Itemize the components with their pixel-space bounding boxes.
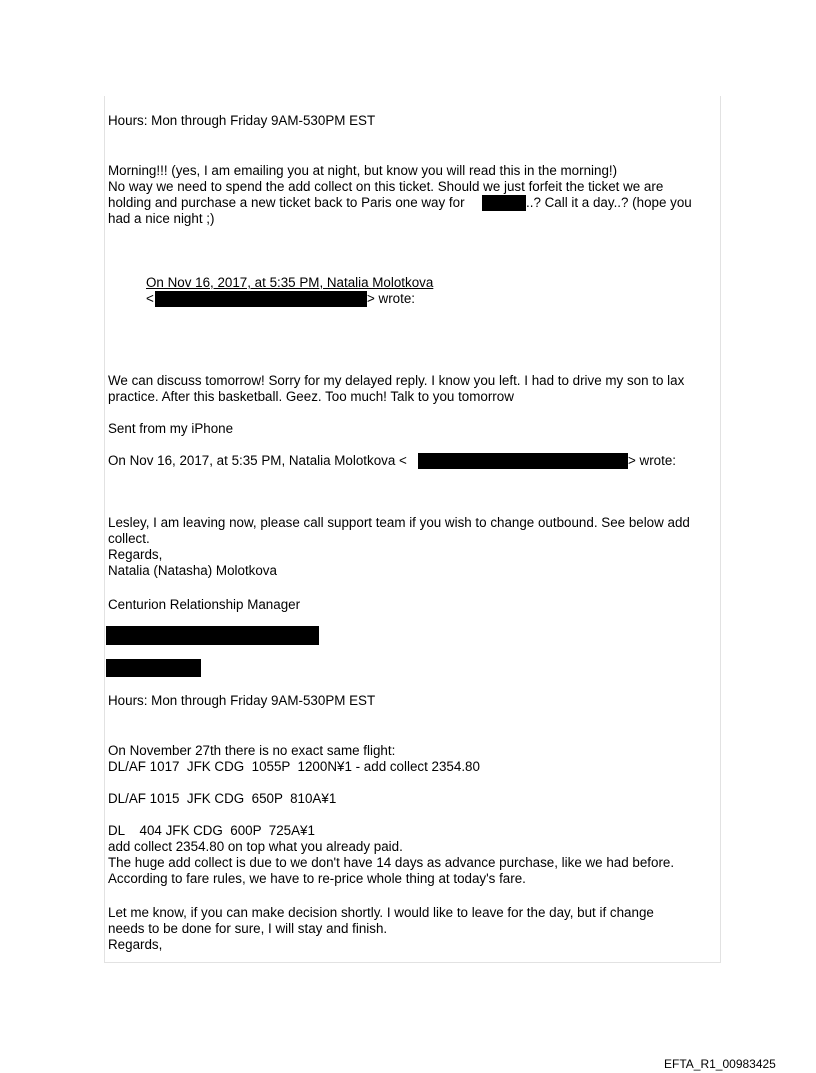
add-collect-line: add collect 2354.80 on top what you already paid. bbox=[108, 839, 403, 854]
reply1-line4: had a nice night ;) bbox=[108, 211, 215, 226]
redaction-block bbox=[482, 195, 526, 211]
redaction-block bbox=[418, 453, 628, 469]
redaction-block bbox=[155, 291, 367, 307]
flight-intro: On November 27th there is no exact same flight: bbox=[108, 743, 396, 758]
reply1-line3a: holding and purchase a new ticket back to Paris one way for bbox=[108, 195, 465, 210]
reply1-line1: Morning!!! (yes, I am emailing you at night, but know you will read this in the morning!) bbox=[108, 163, 618, 178]
original-line2: collect. bbox=[108, 531, 150, 546]
huge-add-collect-line: The huge add collect is due to we don't have 14 days as advance purchase, like we had before. bbox=[108, 855, 675, 870]
flight-option-1: DL/AF 1017 JFK CDG 1055P 1200N¥1 - add collect 2354.80 bbox=[108, 759, 480, 774]
redaction-block bbox=[106, 659, 201, 677]
flight-option-2: DL/AF 1015 JFK CDG 650P 810A¥1 bbox=[108, 791, 337, 806]
quote1-header: On Nov 16, 2017, at 5:35 PM, Natalia Molotkova bbox=[146, 275, 434, 290]
reply2-line1: We can discuss tomorrow! Sorry for my delayed reply. I know you left. I had to drive my son to lax bbox=[108, 373, 685, 388]
flight-option-3: DL 404 JFK CDG 600P 725A¥1 bbox=[108, 823, 315, 838]
document-id: EFTA_R1_00983425 bbox=[664, 1057, 776, 1071]
let-me-know-line1: Let me know, if you can make decision shortly. I would like to leave for the day, but if change bbox=[108, 905, 654, 920]
sender-title: Centurion Relationship Manager bbox=[108, 597, 301, 612]
quote1-open-bracket: < bbox=[146, 291, 154, 306]
original-regards: Regards, bbox=[108, 547, 163, 562]
quote2-wrote: > wrote: bbox=[628, 453, 677, 468]
sender-name: Natalia (Natasha) Molotkova bbox=[108, 563, 277, 578]
original-hours: Hours: Mon through Friday 9AM-530PM EST bbox=[108, 693, 376, 708]
let-me-know-line2: needs to be done for sure, I will stay and finish. bbox=[108, 921, 388, 936]
hours-line: Hours: Mon through Friday 9AM-530PM EST bbox=[108, 113, 376, 128]
reply1-line3b: ..? Call it a day..? (hope you bbox=[526, 195, 692, 210]
redaction-block bbox=[106, 626, 319, 645]
sent-from: Sent from my iPhone bbox=[108, 421, 234, 436]
original-line1: Lesley, I am leaving now, please call support team if you wish to change outbound. See below add bbox=[108, 515, 690, 530]
quote2-header: On Nov 16, 2017, at 5:35 PM, Natalia Molotkova < bbox=[108, 453, 407, 468]
closing-regards: Regards, bbox=[108, 937, 163, 952]
reply2-line2: practice. After this basketball. Geez. Too much! Talk to you tomorrow bbox=[108, 389, 514, 404]
reply1-line2: No way we need to spend the add collect on this ticket. Should we just forfeit the ticket we are bbox=[108, 179, 664, 194]
fare-rules-line: According to fare rules, we have to re-price whole thing at today's fare. bbox=[108, 871, 526, 886]
quote1-wrote: > wrote: bbox=[367, 291, 416, 306]
